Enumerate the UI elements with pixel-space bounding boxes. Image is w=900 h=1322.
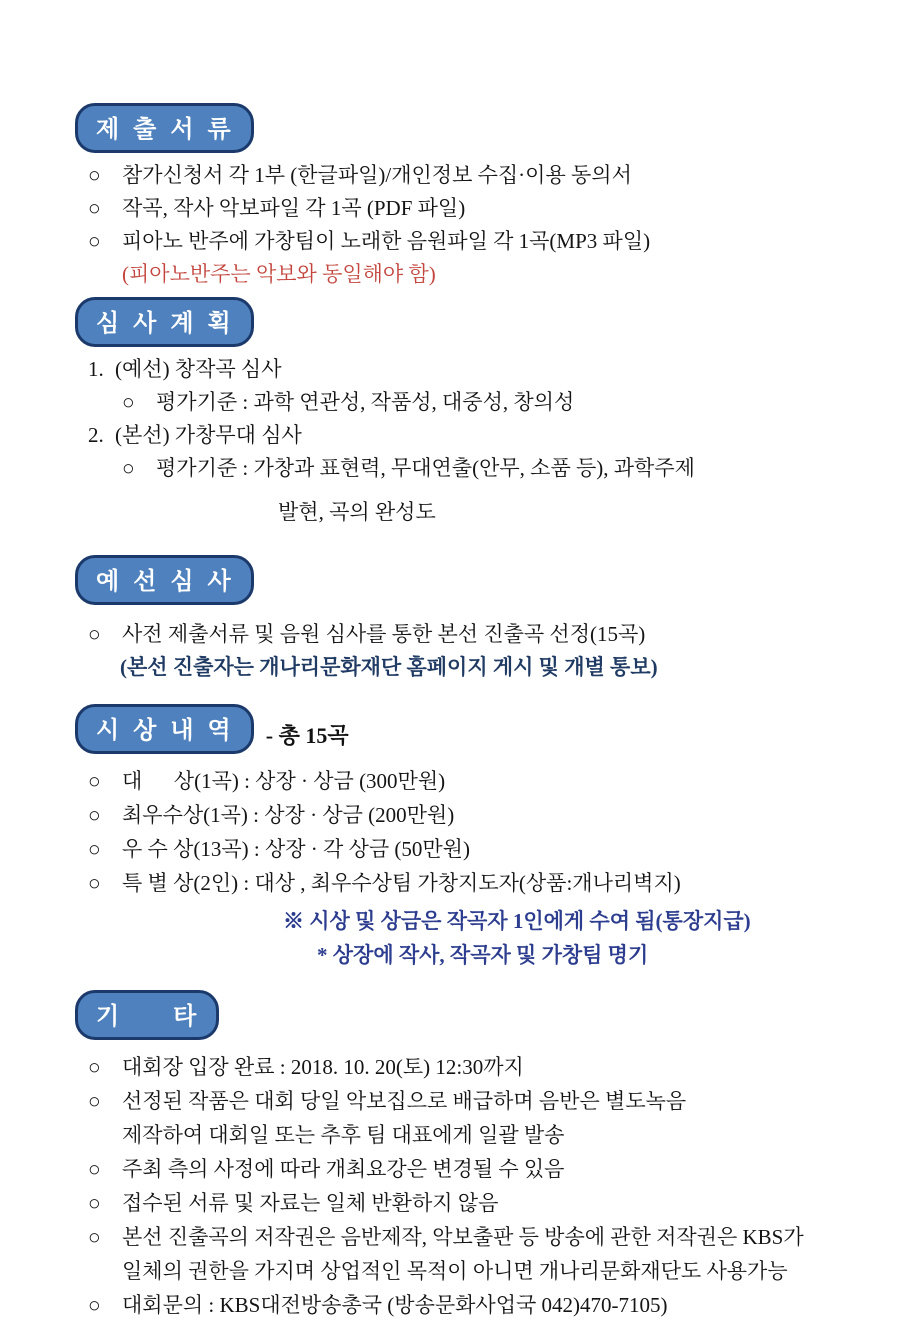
circle-bullet-icon: ○ (88, 803, 101, 827)
list-item-text: 본선 진출곡의 저작권은 음반제작, 악보출판 등 방송에 관한 저작권은 KBS가 (122, 1225, 804, 1249)
circle-bullet-icon: ○ (88, 871, 101, 895)
list-item (75, 1187, 858, 1220)
etc-list (75, 1051, 858, 1322)
list-item-text: 접수된 서류 및 자료는 일체 반환하지 않음 (122, 1191, 499, 1215)
item-number: 1. (88, 357, 104, 381)
list-item (75, 1289, 858, 1322)
section-header-pill: 심 사 계 획 (75, 297, 254, 347)
award-item (75, 764, 858, 798)
section-header-row (75, 990, 858, 1040)
award-text: 대 상(1곡) : 상장 · 상금 (300만원) (122, 769, 446, 793)
criteria-item (75, 452, 858, 485)
criteria-item (75, 386, 858, 419)
award-item (75, 832, 858, 866)
list-item (75, 1051, 858, 1084)
section-etc (75, 990, 858, 1322)
list-item (75, 192, 858, 225)
list-item-text: 사전 제출서류 및 음원 심사를 통한 본선 진출곡 선정(15곡) (122, 622, 646, 646)
circle-bullet-icon: ○ (88, 196, 101, 220)
section-submission (75, 103, 858, 291)
item-title: (예선) 창작곡 심사 (115, 357, 282, 381)
circle-bullet-icon: ○ (88, 1157, 101, 1181)
list-item (75, 618, 858, 651)
award-payment-note: ※ 시상 및 상금은 작곡자 1인에게 수여 됨(통장지급) (283, 909, 751, 933)
list-item (75, 159, 858, 192)
list-item-continuation: 일체의 권한을 가지며 상업적인 목적이 아니면 개나리문화재단도 사용가능 (122, 1259, 788, 1283)
section-header-pill: 예 선 심 사 (75, 555, 254, 605)
section-header-row (75, 103, 858, 153)
item-title: (본선) 가창무대 심사 (115, 423, 302, 447)
awards-list (75, 764, 858, 972)
circle-bullet-icon: ○ (88, 163, 101, 187)
list-item-continuation: 제작하여 대회일 또는 추후 팀 대표에게 일괄 발송 (122, 1123, 565, 1147)
criteria-text: 평가기준 : 과학 연관성, 작품성, 대중성, 창의성 (156, 390, 575, 414)
submission-list (75, 159, 858, 291)
circle-bullet-icon: ○ (88, 1225, 101, 1249)
award-text: 우 수 상(13곡) : 상장 · 각 상금 (50만원) (122, 837, 470, 861)
awards-total-label: - 총 15곡 (265, 723, 349, 748)
list-item-text: 참가신청서 각 1부 (한글파일)/개인정보 수집·이용 동의서 (122, 163, 632, 187)
section-awards (75, 704, 858, 972)
circle-bullet-icon: ○ (88, 1191, 101, 1215)
section-judging-plan (75, 297, 858, 529)
list-item-text: 대회장 입장 완료 : 2018. 10. 20(토) 12:30까지 (122, 1055, 524, 1079)
circle-bullet-icon: ○ (88, 1089, 101, 1113)
circle-bullet-icon: ○ (88, 229, 101, 253)
list-item-text: 피아노 반주에 가창팀이 노래한 음원파일 각 1곡(MP3 파일) (122, 229, 651, 253)
award-certificate-note: * 상장에 작사, 작곡자 및 가창팀 명기 (317, 943, 649, 967)
list-item (75, 225, 858, 258)
section-header-pill: 제 출 서 류 (75, 103, 254, 153)
circle-bullet-icon: ○ (122, 390, 135, 414)
navy-info-note: (본선 진출자는 개나리문화재단 홈페이지 게시 및 개별 통보) (120, 655, 658, 679)
item-number: 2. (88, 423, 104, 447)
award-item (75, 866, 858, 900)
award-text: 특 별 상(2인) : 대상 , 최우수상팀 가창지도자(상품:개나리벽지) (122, 871, 681, 895)
award-item (75, 798, 858, 832)
list-item (75, 1153, 858, 1186)
section-header-row (75, 555, 858, 605)
circle-bullet-icon: ○ (88, 622, 101, 646)
numbered-item (75, 419, 858, 452)
section-header-row (75, 704, 858, 754)
section-header-pill: 기 타 (75, 990, 219, 1040)
list-item (75, 1221, 858, 1254)
list-item-text: 대회문의 : KBS대전방송총국 (방송문화사업국 042)470-7105) (122, 1293, 668, 1317)
circle-bullet-icon: ○ (88, 769, 101, 793)
numbered-item (75, 353, 858, 386)
list-item-text: 주최 측의 사정에 따라 개최요강은 변경될 수 있음 (122, 1157, 565, 1181)
preliminary-list (75, 618, 858, 684)
criteria-continuation: 발현, 곡의 완성도 (278, 500, 436, 524)
list-item-text: 작곡, 작사 악보파일 각 1곡 (PDF 파일) (122, 196, 466, 220)
criteria-text: 평가기준 : 가창과 표현력, 무대연출(안무, 소품 등), 과학주제 (156, 456, 695, 480)
award-text: 최우수상(1곡) : 상장 · 상금 (200만원) (122, 803, 455, 827)
list-item-text: 선정된 작품은 대회 당일 악보집으로 배급하며 음반은 별도녹음 (122, 1089, 687, 1113)
section-header-pill: 시 상 내 역 (75, 704, 254, 754)
circle-bullet-icon: ○ (88, 837, 101, 861)
section-preliminary (75, 555, 858, 684)
circle-bullet-icon: ○ (88, 1055, 101, 1079)
section-header-row (75, 297, 858, 347)
circle-bullet-icon: ○ (88, 1293, 101, 1317)
red-warning-note: (피아노반주는 악보와 동일해야 함) (122, 262, 436, 286)
judging-plan-list (75, 353, 858, 529)
circle-bullet-icon: ○ (122, 456, 135, 480)
list-item (75, 1085, 858, 1118)
